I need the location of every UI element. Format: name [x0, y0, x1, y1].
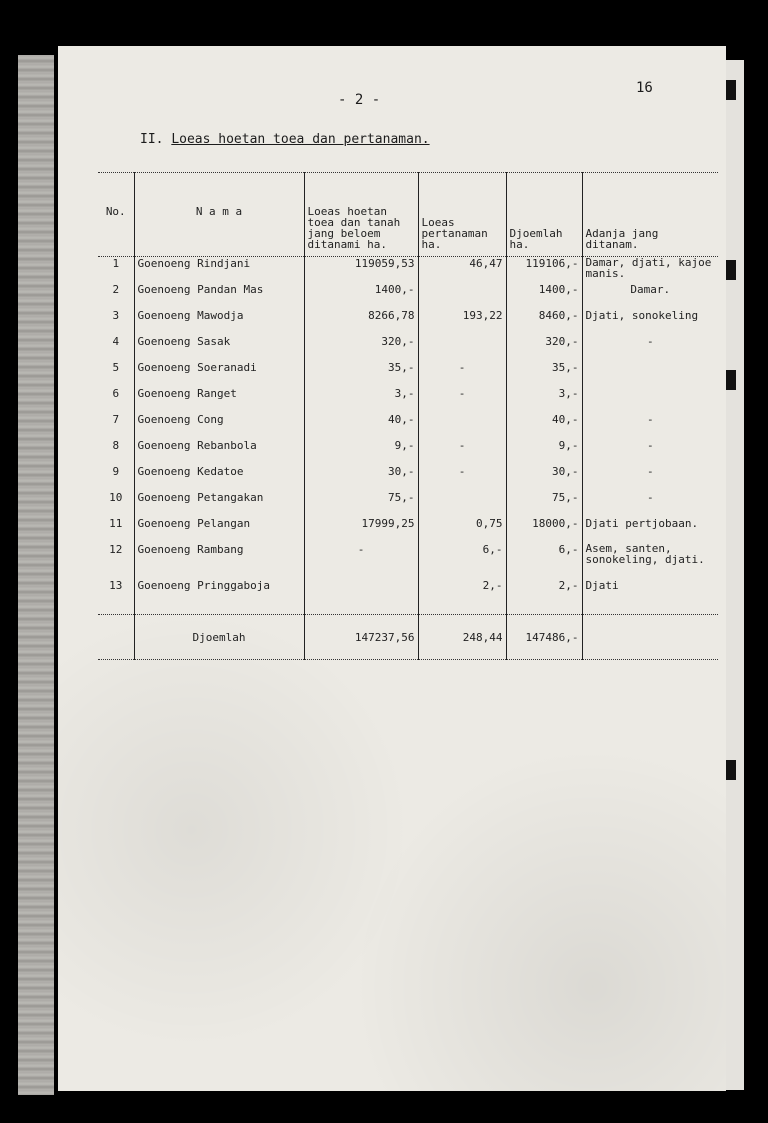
cell-no: 6: [112, 386, 120, 400]
cell-pertanaman: 193,22: [418, 309, 506, 335]
section-numeral: II.: [140, 132, 164, 147]
cell-pertanaman: [418, 413, 506, 439]
cell-hutan: 119059,53: [304, 257, 418, 283]
cell-nama: Goenoeng Soeranadi: [134, 361, 304, 387]
edge-mark: [726, 80, 736, 100]
cell-djoemlah: 3,-: [506, 387, 582, 413]
cell-djoemlah: 18000,-: [506, 517, 582, 543]
cell-ada: Djati: [582, 579, 718, 605]
cell-djoemlah: 2,-: [506, 579, 582, 605]
cell-ada: Djati, sonokeling: [582, 309, 718, 335]
cell-pertanaman: [418, 283, 506, 309]
cell-no: 1: [112, 257, 120, 270]
cell-no: 5: [112, 360, 120, 374]
cell-no: 4: [112, 334, 120, 348]
table-row: [98, 517, 718, 543]
cell-ada: Djati pertjobaan.: [582, 517, 718, 543]
table-row: [98, 465, 718, 491]
cell-nama: Goenoeng Rebanbola: [134, 439, 304, 465]
cell-no: 13: [109, 578, 123, 592]
cell-djoemlah: 75,-: [506, 491, 582, 517]
table-row: [98, 335, 718, 361]
cell-hutan: 30,-: [304, 465, 418, 491]
forest-area-table: [98, 172, 718, 660]
table-header-row: [98, 173, 718, 257]
cell-nama: Goenoeng Rindjani: [134, 257, 304, 283]
edge-mark: [726, 260, 736, 280]
table-spacer-row: [98, 605, 718, 615]
table-row: [98, 361, 718, 387]
cell-no: 11: [109, 516, 123, 530]
cell-nama: Goenoeng Pelangan: [134, 517, 304, 543]
cell-nama: Goenoeng Kedatoe: [134, 465, 304, 491]
cell-ada: [582, 387, 718, 413]
cell-no: 8: [112, 438, 120, 452]
cell-ada: -: [582, 439, 718, 465]
cell-hutan: 35,-: [304, 361, 418, 387]
document-page: [58, 46, 726, 1091]
cell-djoemlah: 119106,-: [506, 257, 582, 283]
cell-hutan: -: [304, 543, 418, 579]
table-row: [98, 283, 718, 309]
header-hutan: Loeas hoetan toea dan tanah jang beloem ditanami ha.: [304, 173, 418, 257]
cell-pertanaman: -: [418, 361, 506, 387]
cell-pertanaman: 46,47: [418, 257, 506, 283]
cell-ada: -: [582, 465, 718, 491]
cell-nama: Goenoeng Pandan Mas: [134, 283, 304, 309]
header-nama: N a m a: [134, 173, 304, 257]
cell-ada: Asem, santen, sonokeling, djati.: [582, 543, 718, 579]
table-row: [98, 309, 718, 335]
cell-hutan: 1400,-: [304, 283, 418, 309]
cell-hutan: 75,-: [304, 491, 418, 517]
cell-nama: Goenoeng Ranget: [134, 387, 304, 413]
cell-nama: Goenoeng Petangakan: [134, 491, 304, 517]
page-number: - 2 -: [338, 92, 381, 108]
cell-no: 10: [109, 490, 123, 504]
cell-ada: Damar.: [582, 283, 718, 309]
section-heading: [140, 132, 430, 147]
cell-hutan: 8266,78: [304, 309, 418, 335]
total-pertanaman: 248,44: [418, 615, 506, 660]
edge-mark: [726, 760, 736, 780]
cell-pertanaman: -: [418, 439, 506, 465]
cell-ada: Damar, djati, kajoe manis.: [582, 257, 718, 283]
cell-hutan: 9,-: [304, 439, 418, 465]
cell-no: 3: [112, 308, 120, 322]
cell-ada: [582, 361, 718, 387]
total-djoemlah: 147486,-: [506, 615, 582, 660]
cell-pertanaman: [418, 335, 506, 361]
cell-no: 2: [112, 282, 120, 296]
total-label: Djoemlah: [134, 615, 304, 660]
cell-hutan: 3,-: [304, 387, 418, 413]
cell-pertanaman: [418, 491, 506, 517]
table-total-row: [98, 615, 718, 660]
cell-nama: Goenoeng Rambang: [134, 543, 304, 579]
header-pertanaman: Loeas pertanaman ha.: [418, 173, 506, 257]
cell-hutan: 40,-: [304, 413, 418, 439]
cell-hutan: [304, 579, 418, 605]
cell-djoemlah: 320,-: [506, 335, 582, 361]
cell-djoemlah: 1400,-: [506, 283, 582, 309]
table-row: [98, 579, 718, 605]
corner-mark: 16: [636, 80, 653, 96]
cell-djoemlah: 30,-: [506, 465, 582, 491]
cell-nama: Goenoeng Sasak: [134, 335, 304, 361]
table-row: [98, 491, 718, 517]
cell-nama: Goenoeng Mawodja: [134, 309, 304, 335]
cell-nama: Goenoeng Cong: [134, 413, 304, 439]
cell-pertanaman: 6,-: [418, 543, 506, 579]
cell-djoemlah: 6,-: [506, 543, 582, 579]
total-hutan: 147237,56: [304, 615, 418, 660]
header-ada: Adanja jang ditanam.: [582, 173, 718, 257]
edge-mark: [726, 370, 736, 390]
header-djoemlah: Djoemlah ha.: [506, 173, 582, 257]
cell-djoemlah: 8460,-: [506, 309, 582, 335]
cell-hutan: 17999,25: [304, 517, 418, 543]
cell-djoemlah: 35,-: [506, 361, 582, 387]
scan-left-edge: [18, 55, 54, 1095]
cell-pertanaman: 0,75: [418, 517, 506, 543]
cell-no: 12: [109, 542, 123, 556]
cell-ada: -: [582, 413, 718, 439]
table-row: [98, 387, 718, 413]
header-no: No.: [98, 173, 134, 257]
cell-hutan: 320,-: [304, 335, 418, 361]
cell-no: 7: [112, 412, 120, 426]
table-row: [98, 439, 718, 465]
table-row: [98, 257, 718, 283]
cell-pertanaman: -: [418, 465, 506, 491]
cell-nama: Goenoeng Pringgaboja: [134, 579, 304, 605]
cell-pertanaman: 2,-: [418, 579, 506, 605]
table-row: [98, 543, 718, 579]
section-title: Loeas hoetan toea dan pertanaman.: [171, 132, 430, 147]
cell-ada: -: [582, 335, 718, 361]
cell-djoemlah: 9,-: [506, 439, 582, 465]
table-row: [98, 413, 718, 439]
cell-no: 9: [112, 464, 120, 478]
cell-ada: -: [582, 491, 718, 517]
cell-pertanaman: -: [418, 387, 506, 413]
cell-djoemlah: 40,-: [506, 413, 582, 439]
